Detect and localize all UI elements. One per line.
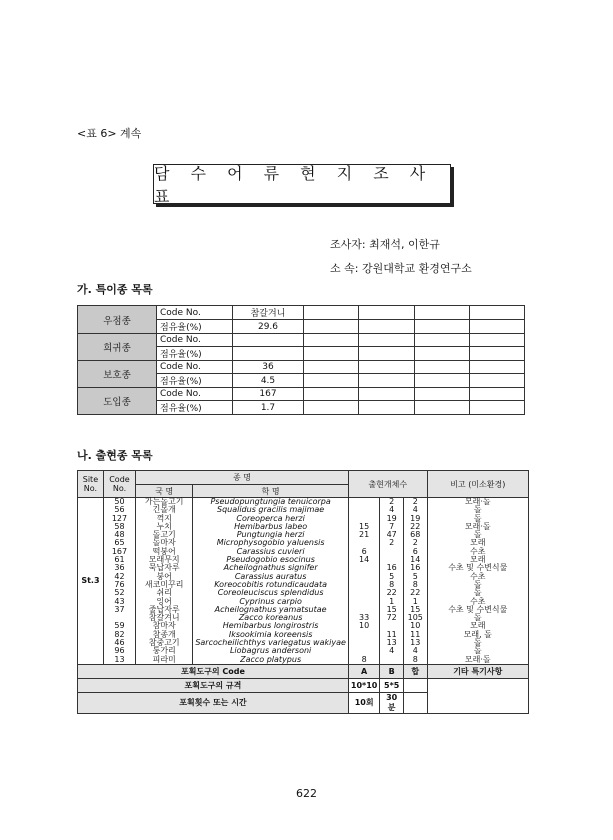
species-b-cell: 22 [386,588,397,598]
species-a-cell: 21 [359,530,370,540]
species-total-cell: 8 [412,579,418,589]
species-rows [78,498,529,665]
gear-code-label: 포획도구의 Code [78,664,349,678]
species-remark-cell: 수초 [470,571,486,581]
species-remark-cell: 모래, 돌 [463,629,492,639]
species-total-cell: 19 [410,513,421,523]
species-code-cell: 56 [114,505,125,515]
species-total-cell: 16 [410,563,421,573]
gear-note-label: 기타 특기사항 [427,664,528,678]
ratio-value [233,347,304,361]
species-b-cell: 7 [389,521,395,531]
species-kor-cell: 참종개 [152,629,176,639]
species-remark-cell: 수초 [470,546,486,556]
document-title: 담 수 어 류 현 지 조 사 표 [153,164,451,204]
special-species-table [77,305,525,415]
effort-a: 10회 [348,692,379,713]
ratio-value: 29.6 [233,320,304,334]
species-header: 종 명 [136,471,349,485]
affiliation-line [330,260,472,276]
affiliation-value: 강원대학교 환경연구소 [361,262,472,275]
investigator-line [330,236,440,252]
ratio-label: 점유율(%) [157,320,233,334]
investigator-label: 조사자: [330,238,366,251]
species-code-cell: 43 [114,596,125,606]
species-total-cell: 22 [410,588,421,598]
species-b-cell: 13 [386,638,397,648]
species-total-cell: 105 [407,613,423,623]
gear-code-total: 합 [403,664,427,678]
species-code-cell: 36 [114,563,125,573]
species-kor-cell: 참중고기 [148,638,180,648]
species-a-cell: 6 [361,546,367,556]
species-total-cell: 2 [412,497,418,506]
gear-code-row [78,664,529,678]
species-remark-cell: 돌 [473,588,482,598]
species-code-cell: 37 [114,604,125,614]
species-remark-cell: 돌 [473,513,482,523]
species-sci-cell: Zacco koreanus [238,613,303,623]
species-a-cell: 8 [361,654,367,664]
code-label: Code No. [157,334,233,347]
species-kor-cell: 퉁가리 [152,646,176,656]
ratio-value: 1.7 [233,401,304,415]
gear-spec-a: 10*10 [348,678,379,692]
code-value: 167 [233,388,304,401]
species-kor-cell: 붕어 [156,571,172,581]
species-remark-cell: 모래 [470,621,486,631]
gear-spec-row [78,678,529,692]
gear-code-b: B [380,664,404,678]
category-cell: 도입종 [78,388,157,415]
count-total-column [403,498,427,665]
gear-note-value [427,678,528,713]
table-row [78,361,525,374]
species-code-cell: 96 [114,646,125,656]
gear-spec-b: 5*5 [380,678,404,692]
species-kor-cell: 모래무지 [148,555,180,565]
site-header: Site No. [78,471,104,498]
species-b-cell: 2 [389,538,395,548]
species-remark-cell: 돌 [473,613,482,623]
species-a-cell: 33 [359,613,370,623]
category-cell: 희귀종 [78,334,157,361]
code-header: Code No. [103,471,135,498]
table-row [78,306,525,320]
species-b-cell [382,656,401,664]
species-b-cell: 8 [389,579,395,589]
species-kor-cell: 떡붕어 [152,546,176,556]
species-total-cell: 22 [410,521,421,531]
korean-name-column [136,498,193,665]
code-value: 36 [233,361,304,374]
species-total-cell: 11 [410,629,421,639]
species-kor-cell: 새코미꾸리 [144,579,184,589]
species-total-cell: 2 [412,538,418,548]
species-total-cell: 10 [410,621,421,631]
species-sci-cell: Acheilognathus signifer [223,563,318,573]
site-number: St.3 [78,498,104,665]
species-b-cell: 1 [389,596,395,606]
species-sci-cell: Squalidus gracilis majimae [216,505,325,515]
species-sci-cell: Liobagrus andersoni [229,646,312,656]
species-sci-cell: Hemibarbus longirostris [222,621,319,631]
species-remark-cell: 돌 [473,530,482,540]
species-code-cell: 65 [114,538,125,548]
species-kor-cell: 긴몰개 [152,505,176,515]
species-b-cell: 16 [386,563,397,573]
ratio-label: 점유율(%) [157,347,233,361]
species-kor-cell: 가는돌고기 [144,497,184,506]
species-b-cell: 4 [389,505,395,515]
species-code-cell: 46 [114,638,125,648]
species-sci-cell: Coreoperca herzi [236,513,305,523]
species-remark-cell: 모래 [470,538,486,548]
species-b-cell: 19 [386,513,397,523]
section-special-species: 가. 특이종 목록 [77,283,153,296]
species-b-cell: 2 [389,497,395,506]
species-sci-cell: Koreocobitis rotundicaudata [214,579,327,589]
species-sci-cell: Sarcocheilichthys variegatus wakiyae [195,638,346,648]
species-b-cell: 72 [386,613,397,623]
species-kor-cell: 줄납자루 [148,604,180,614]
species-table [77,470,529,714]
species-kor-cell: 돌고기 [152,530,176,540]
species-code-cell: 42 [114,571,125,581]
species-remark-cell: 수초 및 수변식물 [448,604,508,614]
species-code-cell: 52 [114,588,125,598]
species-kor-cell: 묵납자루 [148,563,180,573]
gear-code-a: A [348,664,379,678]
species-b-cell: 11 [386,629,397,639]
category-cell: 우점종 [78,306,157,334]
species-a-cell: 14 [359,555,370,565]
investigator-value: 최재석, 이한규 [369,238,440,251]
species-kor-cell: 누치 [156,521,172,531]
remarks-header: 비고 (미소환경) [427,471,528,498]
species-remark-cell: 수초 [470,596,486,606]
gear-spec-label: 포획도구의 규격 [78,678,349,692]
table-row [78,388,525,401]
species-sci-cell: Pseudogobio esocinus [226,555,315,565]
remarks-column [427,498,528,665]
species-total-cell: 14 [410,555,421,565]
species-remark-cell: 모래·돌 [464,654,491,664]
species-remark-cell: 모래·돌 [464,497,491,506]
species-sci-cell: Carassius cuvieri [236,546,305,556]
species-code-cell: 167 [111,546,128,556]
species-sci-cell: Pseudopungtungia tenuicorpa [210,497,331,506]
ratio-label: 점유율(%) [157,401,233,415]
species-total-cell: 8 [412,654,418,664]
species-remark-cell: 모래·돌 [464,521,491,531]
page-number: 622 [296,787,317,800]
species-remark-cell: 돌 [473,638,482,648]
species-sci-cell: Acheilognathus yamatsutae [214,604,327,614]
species-kor-cell: 돌마자 [152,538,176,548]
species-b-cell: 5 [389,571,395,581]
table-row [78,334,525,347]
code-value: 참갈겨니 [233,306,304,320]
code-label: Code No. [157,306,233,320]
species-remark-cell: 돌 [473,646,482,656]
species-total-cell: 13 [410,638,421,648]
species-remark-cell: 수초 및 수변식물 [448,563,508,573]
species-total-cell: 4 [412,505,418,515]
count-b-column [380,498,404,665]
species-kor-cell: 잉어 [156,596,172,606]
effort-label: 포획횟수 또는 시간 [78,692,349,713]
species-kor-cell: 꺽지 [156,513,172,523]
species-code-cell: 76 [114,579,125,589]
species-sci-cell: Hemibarbus labeo [234,521,308,531]
species-code-cell: 48 [114,530,125,540]
ratio-value: 4.5 [233,374,304,388]
scientific-name-header: 학 명 [193,485,349,498]
species-code-cell: 59 [114,621,125,631]
korean-name-header: 국 명 [136,485,193,498]
species-b-cell: 4 [389,646,395,656]
species-sci-cell: Zacco platypus [240,654,302,664]
species-b-cell: 15 [386,604,397,614]
species-total-cell: 1 [412,596,418,606]
scientific-name-column [193,498,349,665]
species-kor-cell: 피라미 [152,654,176,664]
code-value [233,334,304,347]
species-sci-cell: Pungtungia herzi [236,530,305,540]
species-total-cell: 15 [410,604,421,614]
species-sci-cell: Coreoleuciscus splendidus [217,588,324,598]
species-code-cell: 82 [114,629,125,639]
species-code-cell: 127 [111,513,128,523]
header-row [78,471,529,485]
affiliation-label: 소 속: [330,262,359,275]
category-cell: 보호종 [78,361,157,388]
species-sci-cell: Cyprinus carpio [239,596,302,606]
section-species-list: 나. 출현종 목록 [77,449,153,462]
species-remark-cell: 돌 [473,579,482,589]
species-kor-cell: 참마자 [152,621,176,631]
species-remark-cell: 모래 [470,555,486,565]
table-caption: <표 6> 계속 [77,127,142,140]
code-label: Code No. [157,388,233,401]
count-header: 출현개체수 [348,471,427,498]
species-code-cell: 13 [114,654,125,664]
species-total-cell: 6 [412,546,418,556]
species-a-cell: 10 [359,621,370,631]
species-total-cell: 5 [412,571,418,581]
species-kor-cell: 참갈겨니 [148,613,180,623]
species-code-cell: 50 [114,497,125,506]
species-total-cell: 68 [410,530,421,540]
species-sci-cell: Iksookimia koreensis [228,629,313,639]
species-kor-cell: 쉬리 [156,588,172,598]
count-a-column [348,498,379,665]
species-a-cell: 15 [359,521,370,531]
species-sci-cell: Microphysogobio yaluensis [216,538,325,548]
species-sci-cell: Carassius auratus [234,571,307,581]
code-column [103,498,135,665]
species-code-cell: 61 [114,555,125,565]
species-total-cell: 4 [412,646,418,656]
effort-b: 30분 [380,692,404,713]
species-b-cell: 47 [386,530,397,540]
ratio-label: 점유율(%) [157,374,233,388]
species-remark-cell: 돌 [473,505,482,515]
species-code-cell: 58 [114,521,125,531]
code-label: Code No. [157,361,233,374]
